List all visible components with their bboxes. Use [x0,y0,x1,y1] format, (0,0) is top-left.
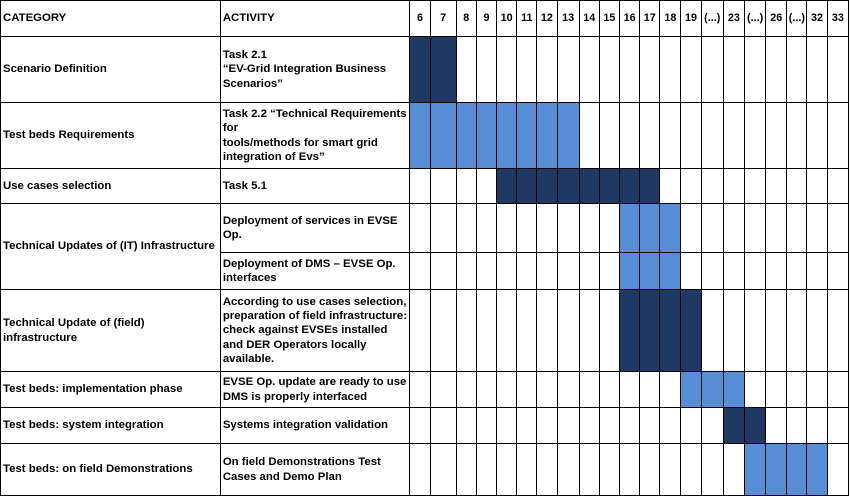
gantt-bar-light [430,103,456,169]
gantt-bar-dark [430,37,456,103]
gantt-bar-light [517,103,537,169]
gantt-cell-empty [744,253,765,290]
gantt-cell-empty [787,169,807,204]
gantt-row [1,372,849,408]
category-header: CATEGORY [1,1,221,37]
gantt-cell-empty [807,204,827,253]
gantt-cell-empty [744,290,765,372]
gantt-cell-empty [430,444,456,496]
gantt-bar-dark [660,290,681,372]
week-header: 18 [660,1,681,37]
gantt-cell-empty [497,372,517,408]
gantt-cell-empty [557,253,579,290]
gantt-cell-empty [517,408,537,444]
gantt-cell-empty [537,372,557,408]
gantt-cell-empty [557,204,579,253]
gantt-cell-empty [430,204,456,253]
gantt-cell-empty [787,290,807,372]
gantt-cell-empty [476,253,496,290]
gantt-cell-empty [766,253,787,290]
gantt-cell-empty [537,253,557,290]
gantt-bar-light [410,103,430,169]
gantt-cell-empty [620,444,640,496]
gantt-cell-empty [476,290,496,372]
gantt-cell-empty [456,204,476,253]
gantt-cell-empty [599,290,619,372]
gantt-cell-empty [579,290,599,372]
gantt-cell-empty [410,204,430,253]
gantt-cell-empty [640,444,660,496]
gantt-cell-empty [744,37,765,103]
gantt-cell-empty [456,253,476,290]
gantt-cell-empty [410,408,430,444]
gantt-cell-empty [620,103,640,169]
week-header: 13 [557,1,579,37]
gantt-cell-empty [660,444,681,496]
gantt-cell-empty [723,204,744,253]
gantt-cell-empty [456,169,476,204]
week-header: 19 [681,1,701,37]
gantt-cell-empty [410,169,430,204]
gantt-cell-empty [579,204,599,253]
gantt-cell-empty [766,372,787,408]
gantt-cell-empty [701,204,723,253]
gantt-cell-empty [766,290,787,372]
gantt-cell-empty [807,253,827,290]
week-header: 12 [537,1,557,37]
gantt-cell-empty [681,204,701,253]
gantt-cell-empty [476,204,496,253]
gantt-cell-empty [744,169,765,204]
gantt-cell-empty [579,37,599,103]
category-cell: Technical Update of (field) infrastructure [1,290,221,372]
gantt-bar-light [537,103,557,169]
gantt-cell-empty [701,103,723,169]
activity-cell: Task 2.2 “Technical Requirements for tools/methods for smart grid integration of Evs” [220,103,410,169]
gantt-cell-empty [807,103,827,169]
gantt-row [1,444,849,496]
gantt-bar-light [640,253,660,290]
gantt-cell-empty [723,169,744,204]
gantt-cell-empty [497,444,517,496]
gantt-cell-empty [787,103,807,169]
gantt-cell-empty [517,290,537,372]
gantt-cell-empty [807,169,827,204]
gantt-cell-empty [701,444,723,496]
gantt-cell-empty [681,169,701,204]
gantt-cell-empty [827,408,848,444]
week-header: 15 [599,1,619,37]
week-header: 10 [497,1,517,37]
activity-cell: Task 5.1 [220,169,410,204]
gantt-bar-dark [620,290,640,372]
gantt-cell-empty [640,372,660,408]
gantt-cell-empty [744,372,765,408]
week-header: (...) [701,1,723,37]
gantt-bar-light [701,372,723,408]
gantt-cell-empty [660,408,681,444]
week-header: 26 [766,1,787,37]
week-header: 11 [517,1,537,37]
gantt-cell-empty [620,37,640,103]
gantt-bar-dark [640,169,660,204]
gantt-cell-empty [744,204,765,253]
gantt-cell-empty [827,204,848,253]
gantt-cell-empty [557,372,579,408]
gantt-cell-empty [599,372,619,408]
gantt-bar-light [660,253,681,290]
gantt-cell-empty [787,253,807,290]
gantt-cell-empty [827,169,848,204]
gantt-cell-empty [456,290,476,372]
gantt-bar-light [723,372,744,408]
category-cell: Test beds: implementation phase [1,372,221,408]
activity-cell: EVSE Op. update are ready to use DMS is properly interfaced [220,372,410,408]
week-header: 7 [430,1,456,37]
activity-header: ACTIVITY [220,1,410,37]
gantt-cell-empty [723,444,744,496]
gantt-cell-empty [430,253,456,290]
gantt-cell-empty [517,253,537,290]
gantt-cell-empty [701,253,723,290]
gantt-cell-empty [579,103,599,169]
gantt-cell-empty [476,444,496,496]
week-header: 32 [807,1,827,37]
gantt-cell-empty [766,408,787,444]
gantt-cell-empty [723,37,744,103]
gantt-cell-empty [744,103,765,169]
gantt-cell-empty [766,204,787,253]
gantt-cell-empty [476,37,496,103]
gantt-cell-empty [537,444,557,496]
gantt-cell-empty [497,290,517,372]
week-header: (...) [744,1,765,37]
gantt-cell-empty [430,372,456,408]
gantt-cell-empty [456,408,476,444]
gantt-cell-empty [787,204,807,253]
gantt-cell-empty [579,372,599,408]
gantt-cell-empty [807,290,827,372]
gantt-bar-light [787,444,807,496]
gantt-cell-empty [430,290,456,372]
week-header: 14 [579,1,599,37]
gantt-bar-dark [537,169,557,204]
gantt-cell-empty [517,37,537,103]
gantt-cell-empty [787,37,807,103]
gantt-cell-empty [410,290,430,372]
gantt-bar-dark [410,37,430,103]
gantt-cell-empty [766,103,787,169]
gantt-bar-dark [744,408,765,444]
gantt-cell-empty [660,372,681,408]
gantt-cell-empty [456,37,476,103]
gantt-bar-light [640,204,660,253]
gantt-bar-light [620,204,640,253]
gantt-bar-light [557,103,579,169]
gantt-cell-empty [640,408,660,444]
gantt-cell-empty [640,37,660,103]
gantt-bar-light [660,204,681,253]
gantt-bar-light [476,103,496,169]
gantt-bar-light [681,372,701,408]
gantt-cell-empty [787,372,807,408]
gantt-cell-empty [807,372,827,408]
gantt-cell-empty [620,408,640,444]
gantt-cell-empty [557,444,579,496]
week-header: 33 [827,1,848,37]
gantt-cell-empty [640,103,660,169]
gantt-cell-empty [787,408,807,444]
gantt-row [1,290,849,372]
gantt-cell-empty [701,290,723,372]
gantt-bar-light [744,444,765,496]
gantt-cell-empty [599,253,619,290]
gantt-bar-light [807,444,827,496]
gantt-cell-empty [537,204,557,253]
gantt-cell-empty [497,253,517,290]
week-header: (...) [787,1,807,37]
week-header: 6 [410,1,430,37]
gantt-cell-empty [497,37,517,103]
gantt-body [1,37,849,496]
gantt-cell-empty [557,290,579,372]
gantt-cell-empty [579,408,599,444]
gantt-cell-empty [681,444,701,496]
week-header: 23 [723,1,744,37]
gantt-cell-empty [537,408,557,444]
gantt-cell-empty [723,253,744,290]
gantt-cell-empty [579,444,599,496]
activity-cell: Systems integration validation [220,408,410,444]
gantt-bar-dark [599,169,619,204]
gantt-bar-dark [497,169,517,204]
gantt-bar-dark [579,169,599,204]
gantt-cell-empty [827,444,848,496]
gantt-cell-empty [827,103,848,169]
gantt-cell-empty [557,37,579,103]
gantt-cell-empty [517,204,537,253]
activity-cell: Deployment of services in EVSE Op. [220,204,410,253]
gantt-cell-empty [599,103,619,169]
activity-cell: Deployment of DMS – EVSE Op. interfaces [220,253,410,290]
gantt-cell-empty [827,253,848,290]
gantt-row [1,204,849,253]
gantt-cell-empty [599,37,619,103]
gantt-row [1,37,849,103]
gantt-cell-empty [599,444,619,496]
gantt-row [1,169,849,204]
gantt-cell-empty [537,37,557,103]
category-cell: Test beds: system integration [1,408,221,444]
gantt-cell-empty [701,37,723,103]
gantt-cell-empty [807,37,827,103]
gantt-cell-empty [537,290,557,372]
week-header: 9 [476,1,496,37]
category-cell: Scenario Definition [1,37,221,103]
category-cell: Use cases selection [1,169,221,204]
gantt-cell-empty [410,444,430,496]
category-cell: Test beds Requirements [1,103,221,169]
gantt-cell-empty [557,408,579,444]
gantt-cell-empty [766,37,787,103]
gantt-cell-empty [681,37,701,103]
gantt-cell-empty [723,103,744,169]
gantt-cell-empty [620,372,640,408]
gantt-bar-light [766,444,787,496]
gantt-cell-empty [456,372,476,408]
gantt-cell-empty [723,290,744,372]
gantt-cell-empty [517,372,537,408]
week-header: 16 [620,1,640,37]
gantt-cell-empty [599,204,619,253]
gantt-row [1,103,849,169]
gantt-bar-dark [723,408,744,444]
gantt-cell-empty [476,408,496,444]
gantt-cell-empty [701,169,723,204]
gantt-cell-empty [456,444,476,496]
gantt-cell-empty [766,169,787,204]
gantt-cell-empty [476,372,496,408]
gantt-cell-empty [410,253,430,290]
gantt-cell-empty [410,372,430,408]
gantt-bar-dark [681,290,701,372]
gantt-cell-empty [681,103,701,169]
gantt-cell-empty [660,103,681,169]
gantt-cell-empty [497,408,517,444]
gantt-cell-empty [827,37,848,103]
gantt-cell-empty [430,169,456,204]
gantt-bar-light [497,103,517,169]
activity-cell: Task 2.1 “EV-Grid Integration Business Scenarios” [220,37,410,103]
week-header: 8 [456,1,476,37]
gantt-cell-empty [701,408,723,444]
category-cell: Technical Updates of (IT) Infrastructure [1,204,221,290]
header-row [1,1,849,37]
gantt-cell-empty [476,169,496,204]
gantt-bar-light [456,103,476,169]
gantt-cell-empty [827,372,848,408]
gantt-bar-dark [517,169,537,204]
gantt-cell-empty [660,37,681,103]
gantt-cell-empty [497,204,517,253]
gantt-cell-empty [681,253,701,290]
week-header: 17 [640,1,660,37]
gantt-bar-dark [620,169,640,204]
gantt-bar-dark [640,290,660,372]
gantt-cell-empty [807,408,827,444]
gantt-bar-light [620,253,640,290]
activity-cell: On field Demonstrations Test Cases and Demo Plan [220,444,410,496]
gantt-cell-empty [660,169,681,204]
gantt-cell-empty [430,408,456,444]
activity-cell: According to use cases selection, preparation of field infrastructure: check against EVSEs installed and DER Operators locally available. [220,290,410,372]
gantt-cell-empty [579,253,599,290]
gantt-bar-dark [557,169,579,204]
gantt-cell-empty [517,444,537,496]
gantt-row [1,408,849,444]
category-cell: Test beds: on field Demonstrations [1,444,221,496]
gantt-cell-empty [827,290,848,372]
gantt-cell-empty [599,408,619,444]
gantt-cell-empty [681,408,701,444]
